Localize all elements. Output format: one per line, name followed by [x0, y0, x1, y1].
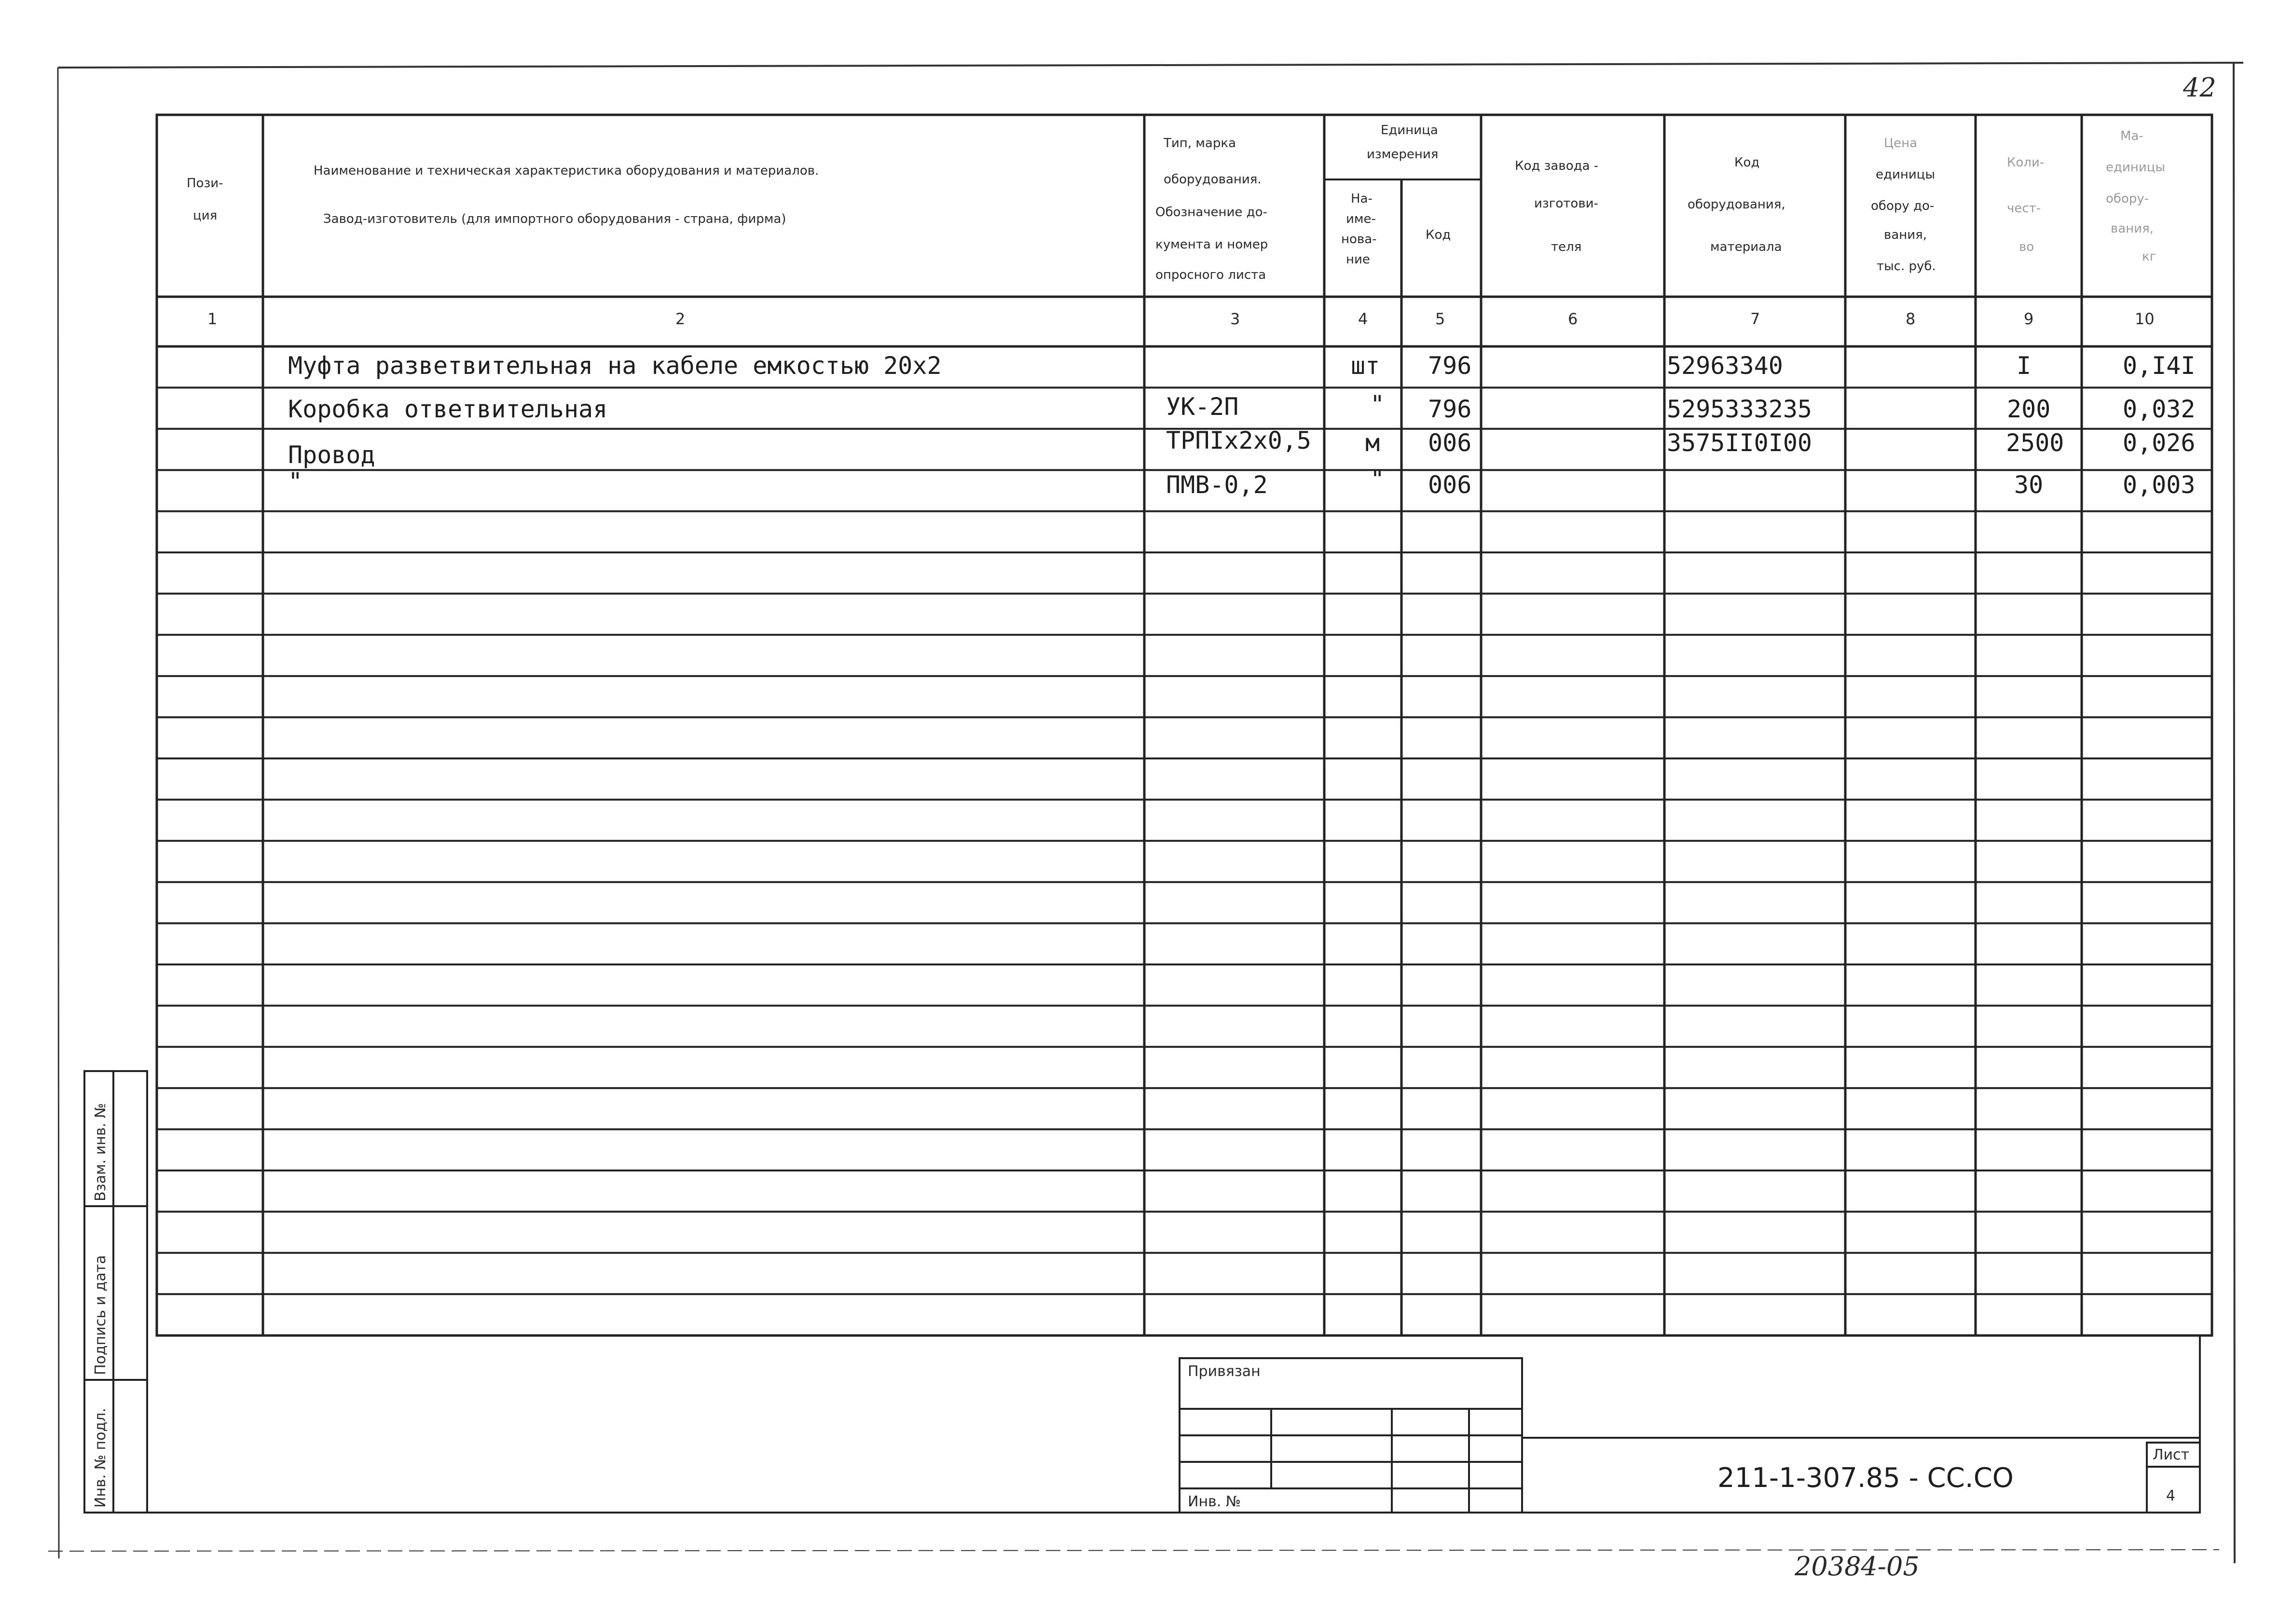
table-row	[288, 352, 2196, 380]
header-unit-name-2: име-	[1346, 212, 1376, 226]
cell-name: Провод	[288, 441, 375, 469]
header-qty-3: во	[2019, 240, 2034, 254]
side-stamp-inv-original: Инв. № подл.	[92, 1408, 109, 1508]
side-stamp-signature-date: Подпись и дата	[92, 1255, 109, 1375]
header-type-1: Тип, марка	[1164, 136, 1236, 151]
column-number: 5	[1435, 310, 1445, 328]
header-factory-2: изготови-	[1534, 196, 1598, 211]
column-number: 8	[1906, 310, 1916, 328]
cell-unit-code: 796	[1428, 395, 1472, 423]
cell-quantity: 200	[2007, 395, 2051, 423]
side-stamp-replaced-inv: Взам. инв. №	[92, 1103, 109, 1201]
header-unit-name-1: На-	[1351, 192, 1373, 206]
header-name-1: Наименование и техническая характеристика оборудования и материалов.	[314, 164, 819, 178]
header-price-2: единицы	[1876, 167, 1935, 182]
header-eqcode-1: Код	[1734, 155, 1760, 170]
row-lines	[157, 387, 2212, 1294]
header-unit-name-4: ние	[1346, 252, 1370, 267]
cell-mass: 0,I4I	[2123, 352, 2196, 380]
table-header	[187, 123, 2165, 282]
cell-unit-code: 006	[1428, 471, 1472, 499]
header-type-5: опросного листа	[1155, 268, 1266, 282]
cell-equipment-code: 3575II0I00	[1667, 429, 1812, 457]
cell-unit: "	[1370, 465, 1385, 493]
header-eqcode-2: оборудования,	[1688, 197, 1785, 212]
document-code: 211-1-307.85 - СС.СО	[1717, 1462, 2014, 1494]
header-mass-1: Ма-	[2120, 129, 2143, 143]
cell-equipment-code: 52963340	[1667, 352, 1783, 380]
header-unit-1: Единица	[1381, 123, 1438, 138]
cell-unit: м	[1365, 429, 1380, 457]
cell-quantity: I	[2017, 352, 2032, 380]
cell-equipment-code: 5295333235	[1667, 395, 1812, 423]
header-unit-code: Код	[1426, 228, 1451, 242]
sheet-number: 4	[2166, 1487, 2176, 1504]
header-unit-2: измерения	[1367, 147, 1439, 162]
cell-mass: 0,026	[2123, 429, 2196, 457]
table-row	[288, 390, 2196, 423]
header-type-3: Обозначение до-	[1155, 205, 1267, 220]
cell-type: ТРПIх2х0,5	[1166, 427, 1312, 454]
header-mass-5: кг	[2142, 249, 2156, 264]
cell-name: Коробка ответвительная	[288, 395, 608, 423]
header-unit-name-3: нова-	[1341, 232, 1377, 247]
cell-unit: "	[1370, 390, 1385, 418]
cell-name: "	[288, 468, 303, 495]
column-number: 9	[2024, 310, 2034, 328]
linked-label: Привязан	[1188, 1363, 1261, 1380]
header-mass-3: обору-	[2106, 192, 2149, 206]
column-number: 10	[2135, 310, 2155, 328]
cell-unit-code: 796	[1428, 352, 1472, 380]
header-qty-1: Коли-	[2007, 155, 2045, 170]
column-number: 2	[675, 310, 686, 328]
cell-quantity: 30	[2014, 471, 2044, 499]
header-price-1: Цена	[1884, 136, 1918, 151]
cell-name: Муфта разветвительная на кабеле емкостью 20х2	[288, 352, 942, 380]
header-price-5: тыс. руб.	[1877, 259, 1936, 274]
column-number: 4	[1358, 310, 1368, 328]
header-price-4: вания,	[1884, 228, 1927, 242]
cell-type: ПМВ-0,2	[1166, 471, 1268, 499]
cell-quantity: 2500	[2006, 429, 2064, 457]
header-type-2: оборудования.	[1164, 172, 1262, 187]
page-number-corner: 42	[2183, 72, 2216, 103]
header-mass-4: вания,	[2111, 221, 2154, 236]
header-factory-3: теля	[1551, 240, 1582, 254]
cell-type: УК-2П	[1166, 393, 1239, 421]
column-number: 3	[1230, 310, 1240, 328]
inventory-label: Инв. №	[1188, 1493, 1241, 1510]
cell-mass: 0,032	[2123, 395, 2196, 423]
header-position-2: ция	[193, 208, 218, 223]
header-name-2: Завод-изготовитель (для импортного оборудования - страна, фирма)	[323, 212, 786, 226]
table-grid	[157, 115, 2212, 1335]
outer-frame	[48, 63, 2243, 1563]
sheet-label: Лист	[2153, 1446, 2190, 1463]
header-mass-2: единицы	[2106, 160, 2165, 175]
column-number-row	[207, 310, 2155, 328]
cell-unit: шт	[1351, 352, 1380, 380]
cell-unit-code: 006	[1428, 429, 1472, 457]
header-type-4: кумента и номер	[1155, 237, 1268, 252]
header-price-3: обору до-	[1871, 199, 1935, 213]
header-qty-2: чест-	[2007, 201, 2041, 216]
header-position-1: Пози-	[187, 176, 223, 191]
column-number: 1	[207, 310, 218, 328]
column-number: 6	[1568, 310, 1578, 328]
header-eqcode-3: материала	[1710, 240, 1782, 254]
cell-mass: 0,003	[2123, 471, 2196, 499]
handwritten-number: 20384-05	[1795, 1551, 1920, 1582]
table-row	[288, 427, 2196, 469]
header-factory-1: Код завода -	[1515, 159, 1599, 173]
column-number: 7	[1750, 310, 1760, 328]
